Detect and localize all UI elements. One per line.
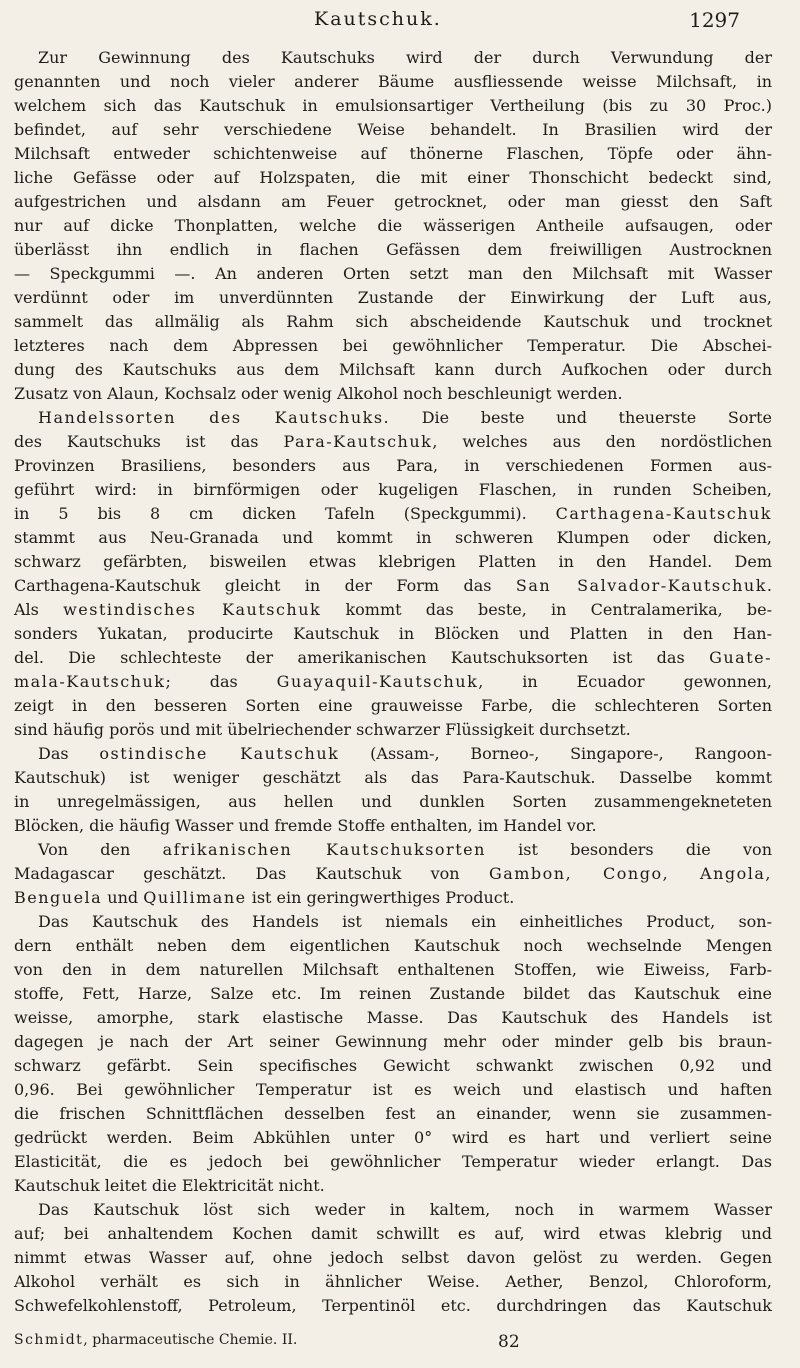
text-line: Provinzen Brasiliens, besonders aus Para, in verschiedenen Formen aus-	[14, 456, 772, 475]
footer-book-reference	[14, 1332, 297, 1348]
section-heading: Handelssorten des Kautschuks.	[38, 408, 391, 427]
text-line: Schwefelkohlenstoff, Petroleum, Terpentinöl etc. durchdringen das Kautschuk	[14, 1296, 772, 1315]
text-line: Elasticität, die es jedoch bei gewöhnlicher Temperatur wieder erlangt. Das	[14, 1152, 772, 1171]
text-line: Zusatz von Alaun, Kochsalz oder wenig Alkohol noch beschleunigt werden.	[14, 384, 623, 403]
text-line: dagegen je nach der Art seiner Gewinnung mehr oder minder gelb bis braun-	[14, 1032, 772, 1051]
text-line: geführt wird: in birnförmigen oder kugeligen Flaschen, in runden Scheiben,	[14, 480, 772, 499]
text-line: Milchsaft entweder schichtenweise auf thönerne Flaschen, Töpfe oder ähn-	[14, 144, 772, 163]
term-gambon-congo-angola: Gambon, Congo, Angola,	[488, 864, 773, 883]
text-line: dung des Kautschuks aus dem Milchsaft kann durch Aufkochen oder durch	[14, 360, 772, 379]
term-benguela: Benguela	[14, 888, 103, 907]
text-line: Das Kautschuk des Handels ist niemals ein einheitliches Product, son-	[38, 912, 772, 931]
term-para-kautschuk: Para-Kautschuk	[283, 432, 433, 451]
text-line: aufgestrichen und alsdann am Feuer getrocknet, oder man giesst den Saft	[14, 192, 772, 211]
term-carthagena-kautschuk: Carthagena-Kautschuk	[555, 504, 772, 523]
text-line: Kautschuk) ist weniger geschätzt als das Para-Kautschuk. Dasselbe kommt	[14, 768, 772, 787]
text-line: sammelt das allmälig als Rahm sich abscheidende Kautschuk und trocknet	[14, 312, 772, 331]
page-footer	[14, 1332, 772, 1356]
text-line: Madagascar geschätzt. Das Kautschuk von Gambon, Congo, Angola,	[14, 864, 773, 883]
text-line: 0,96. Bei gewöhnlicher Temperatur ist es weich und elastisch und haften	[14, 1080, 772, 1099]
text-line: — Speckgummi —. An anderen Orten setzt man den Milchsaft mit Wasser	[14, 264, 772, 283]
term-san-salvador-kautschuk: San Salvador-Kautschuk	[515, 576, 767, 595]
sheet-signature: 82	[498, 1332, 520, 1352]
term-afrikanische-kautschuksorten: afrikanischen Kautschuksorten	[162, 840, 486, 859]
text-line: stammt aus Neu-Granada und kommt in schweren Klumpen oder dicken,	[14, 528, 772, 547]
text-line: Handelssorten des Kautschuks. Die beste und theuerste Sorte	[38, 408, 773, 427]
text-line: letzteres nach dem Abpressen bei gewöhnlicher Temperatur. Die Abschei-	[14, 336, 772, 355]
text-line: welchem sich das Kautschuk in emulsionsartiger Vertheilung (bis zu 30 Proc.)	[14, 96, 772, 115]
text-line: dern enthält neben dem eigentlichen Kautschuk noch wechselnde Mengen	[14, 936, 772, 955]
text-line: verdünnt oder im unverdünnten Zustande der Einwirkung der Luft aus,	[14, 288, 772, 307]
page-number: 1297	[689, 8, 740, 32]
text-line: in unregelmässigen, aus hellen und dunklen Sorten zusammengekneteten	[14, 792, 772, 811]
term-quillimane: Quillimane	[143, 888, 247, 907]
footer-author-name: Schmidt	[14, 1332, 84, 1348]
text-line: von den in dem naturellen Milchsaft enthaltenen Stoffen, wie Eiweiss, Farb-	[14, 960, 772, 979]
text-line: in 5 bis 8 cm dicken Tafeln (Speckgummi). Carthagena-Kautschuk	[14, 504, 772, 523]
text-line: sonders Yukatan, producirte Kautschuk in Blöcken und Platten in den Han-	[14, 624, 772, 643]
text-line: auf; bei anhaltendem Kochen damit schwillt es auf, wird etwas klebrig und	[14, 1224, 772, 1243]
text-line: del. Die schlechteste der amerikanischen Kautschuksorten ist das Guate-	[14, 648, 772, 667]
text-line: schwarz gefärbt. Sein specifisches Gewicht schwankt zwischen 0,92 und	[14, 1056, 772, 1075]
text-line: Das ostindische Kautschuk (Assam-, Borneo-, Singapore-, Rangoon-	[38, 744, 773, 763]
text-line: die frischen Schnittflächen desselben fest an einander, wenn sie zusammen-	[14, 1104, 772, 1123]
footer-book-title: , pharmaceutische Chemie. II.	[83, 1332, 298, 1348]
text-line: des Kautschuks ist das Para-Kautschuk, welches aus den nordöstlichen	[14, 432, 772, 451]
term-guatemala-kautschuk: Guate-	[709, 648, 772, 667]
text-line: genannten und noch vieler anderer Bäume ausfliessende weisse Milchsaft, in	[14, 72, 772, 91]
text-line: mala-Kautschuk; das Guayaquil-Kautschuk, in Ecuador gewonnen,	[14, 672, 772, 691]
text-line: stoffe, Fett, Harze, Salze etc. Im reinen Zustande bildet das Kautschuk eine	[14, 984, 772, 1003]
text-line: Alkohol verhält es sich in ähnlicher Weise. Aether, Benzol, Chloroform,	[14, 1272, 772, 1291]
term-ostindisches-kautschuk: ostindische Kautschuk	[99, 744, 340, 763]
text-line: Zur Gewinnung des Kautschuks wird der durch Verwundung der	[38, 48, 772, 67]
text-line: Blöcken, die häufig Wasser und fremde Stoffe enthalten, im Handel vor.	[14, 816, 597, 835]
text-line: Das Kautschuk löst sich weder in kaltem, noch in warmem Wasser	[38, 1200, 772, 1219]
text-line: Als westindisches Kautschuk kommt das beste, in Centralamerika, be-	[14, 600, 773, 619]
text-line: überlässt ihn endlich in flachen Gefässen dem freiwilligen Austrocknen	[14, 240, 772, 259]
text-line: Von den afrikanischen Kautschuksorten ist besonders die von	[38, 840, 772, 859]
running-head: Kautschuk.	[314, 8, 442, 30]
text-line: schwarz gefärbten, bisweilen etwas klebrigen Platten in den Handel. Dem	[14, 552, 772, 571]
text-line: Benguela und Quillimane ist ein geringwerthiges Product.	[14, 888, 515, 907]
text-line: Carthagena-Kautschuk gleicht in der Form das San Salvador-Kautschuk.	[14, 576, 773, 595]
text-line: sind häufig porös und mit übelriechender schwarzer Flüssigkeit durchsetzt.	[14, 720, 631, 739]
text-line: zeigt in den besseren Sorten eine grauweisse Farbe, die schlechteren Sorten	[14, 696, 772, 715]
text-line: nimmt etwas Wasser auf, ohne jedoch selbst davon gelöst zu werden. Gegen	[14, 1248, 772, 1267]
text-line: nur auf dicke Thonplatten, welche die wässerigen Antheile aufsaugen, oder	[14, 216, 772, 235]
text-line: weisse, amorphe, stark elastische Masse. Das Kautschuk des Handels ist	[14, 1008, 772, 1027]
text-line: befindet, auf sehr verschiedene Weise behandelt. In Brasilien wird der	[14, 120, 772, 139]
text-line: liche Gefässe oder auf Holzspaten, die mit einer Thonschicht bedeckt sind,	[14, 168, 772, 187]
term-guayaquil-kautschuk: Guayaquil-Kautschuk	[276, 672, 479, 691]
text-line: Kautschuk leitet die Elektricität nicht.	[14, 1176, 325, 1195]
term-guatemala-kautschuk: mala-Kautschuk	[14, 672, 166, 691]
text-line: gedrückt werden. Beim Abkühlen unter 0° wird es hart und verliert seine	[14, 1128, 772, 1147]
term-westindisches-kautschuk: westindisches Kautschuk	[63, 600, 322, 619]
body-text	[14, 46, 772, 1318]
page-header	[200, 8, 740, 38]
